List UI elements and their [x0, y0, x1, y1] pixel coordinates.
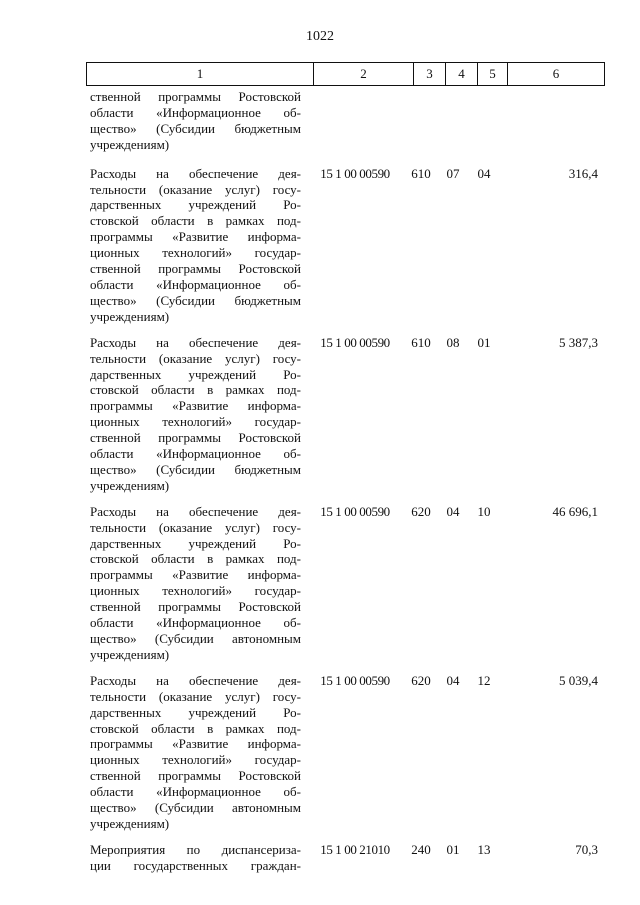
description-line: щество» (Субсидии бюджетным: [90, 292, 301, 308]
description-line: ственной программы Ростовской: [90, 768, 301, 784]
description-line: области «Информационное об-: [90, 104, 301, 120]
description-line: учреждениям): [90, 815, 170, 831]
description-line: щество» (Субсидии автономным: [90, 800, 301, 816]
description-line: ционных технологий» государ-: [90, 414, 301, 430]
description-line: щество» (Субсидии автономным: [90, 631, 301, 646]
description-line: тельности (оказание услуг) госу-: [90, 350, 301, 366]
subsection-cell: 04: [477, 165, 491, 181]
description-line: ственной программы Ростовской: [90, 599, 301, 615]
description-line: области «Информационное об-: [90, 446, 301, 462]
description-cell: [86, 842, 305, 874]
description-line: области «Информационное об-: [90, 615, 301, 631]
column-header-2: 2: [314, 63, 414, 86]
amount-cell: [499, 89, 604, 153]
table-body: [86, 89, 604, 884]
subsection-cell: 12: [477, 672, 491, 688]
description-line: учреждениям): [90, 136, 170, 152]
description-line: Расходы на обеспечение дея-: [90, 503, 301, 519]
table-row-continuation: [86, 89, 604, 153]
code-cell: 15 1 00 00590: [320, 165, 390, 181]
description-line: ственной программы Ростовской: [90, 89, 301, 104]
description-line: стовской области в рамках под-: [90, 382, 301, 398]
type-cell: 620: [411, 503, 431, 519]
description-line: Расходы на обеспечение дея-: [90, 165, 301, 181]
section-cell: 07: [446, 165, 460, 181]
description-line: области «Информационное об-: [90, 276, 301, 292]
column-header-3: 3: [414, 63, 446, 86]
section-cell: 04: [446, 672, 460, 688]
description-line: программы «Развитие информа-: [90, 736, 301, 752]
column-header-5: 5: [478, 63, 508, 86]
description-line: щество» (Субсидии бюджетным: [90, 120, 301, 136]
amount-cell: 70,3: [575, 841, 598, 857]
description-line: стовской области в рамках под-: [90, 720, 301, 736]
description-line: дарственных учреждений Ро-: [90, 535, 301, 551]
description-cell: [86, 504, 305, 663]
type-cell: [405, 89, 437, 153]
description-line: программы «Развитие информа-: [90, 398, 301, 414]
section-cell: [437, 89, 469, 153]
description-line: дарственных учреждений Ро-: [90, 704, 301, 720]
type-cell: 620: [411, 672, 431, 688]
description-line: ственной программы Ростовской: [90, 261, 301, 277]
section-cell: 08: [446, 334, 460, 350]
code-cell: 15 1 00 00590: [320, 503, 390, 519]
table-row: [86, 842, 604, 874]
description-cell: [86, 673, 305, 832]
description-cell: [86, 89, 305, 153]
page-number: 1022: [306, 29, 334, 44]
column-header-row: [87, 63, 605, 86]
column-header-6: 6: [508, 63, 605, 86]
description-line: ционных технологий» государ-: [90, 245, 301, 261]
description-line: дарственных учреждений Ро-: [90, 366, 301, 382]
description-line: Расходы на обеспечение дея-: [90, 672, 301, 688]
section-cell: 01: [446, 841, 460, 857]
table-row: [86, 504, 604, 663]
table-row: [86, 673, 604, 832]
description-line: дарственных учреждений Ро-: [90, 197, 301, 213]
code-cell: 15 1 00 21010: [320, 841, 390, 857]
type-cell: 610: [411, 334, 431, 350]
description-line: тельности (оказание услуг) госу-: [90, 181, 301, 197]
type-cell: 610: [411, 165, 431, 181]
description-cell: [86, 166, 305, 325]
subsection-cell: [469, 89, 499, 153]
section-cell: 04: [446, 503, 460, 519]
description-line: стовской области в рамках под-: [90, 551, 301, 567]
description-line: Расходы на обеспечение дея-: [90, 334, 301, 350]
subsection-cell: 13: [477, 841, 491, 857]
code-cell: [305, 89, 405, 153]
type-cell: 240: [411, 841, 431, 857]
description-line: программы «Развитие информа-: [90, 229, 301, 245]
table-row: [86, 166, 604, 325]
description-line: ционных технологий» государ-: [90, 583, 301, 599]
description-line: тельности (оказание услуг) госу-: [90, 688, 301, 704]
amount-cell: 46 696,1: [552, 503, 598, 519]
description-line: тельности (оказание услуг) госу-: [90, 519, 301, 535]
amount-cell: 316,4: [568, 165, 598, 181]
column-header-4: 4: [446, 63, 478, 86]
description-cell: [86, 335, 305, 494]
description-line: стовской области в рамках под-: [90, 213, 301, 229]
column-header-table: [86, 62, 605, 86]
description-line: учреждениям): [90, 308, 170, 324]
description-line: учреждениям): [90, 477, 170, 493]
subsection-cell: 10: [477, 503, 491, 519]
description-line: ственной программы Ростовской: [90, 430, 301, 446]
description-line: Мероприятия по диспансериза-: [90, 841, 301, 857]
table-row: [86, 335, 604, 494]
subsection-cell: 01: [477, 334, 491, 350]
code-cell: 15 1 00 00590: [320, 672, 390, 688]
amount-cell: 5 039,4: [559, 672, 598, 688]
description-line: программы «Развитие информа-: [90, 567, 301, 583]
description-line: ционных технологий» государ-: [90, 752, 301, 768]
code-cell: 15 1 00 00590: [320, 334, 390, 350]
description-line: щество» (Субсидии бюджетным: [90, 461, 301, 477]
amount-cell: 5 387,3: [559, 334, 598, 350]
description-line: ции государственных граждан-: [90, 857, 301, 873]
column-header-1: 1: [87, 63, 314, 86]
description-line: учреждениям): [90, 646, 170, 662]
description-line: области «Информационное об-: [90, 784, 301, 800]
